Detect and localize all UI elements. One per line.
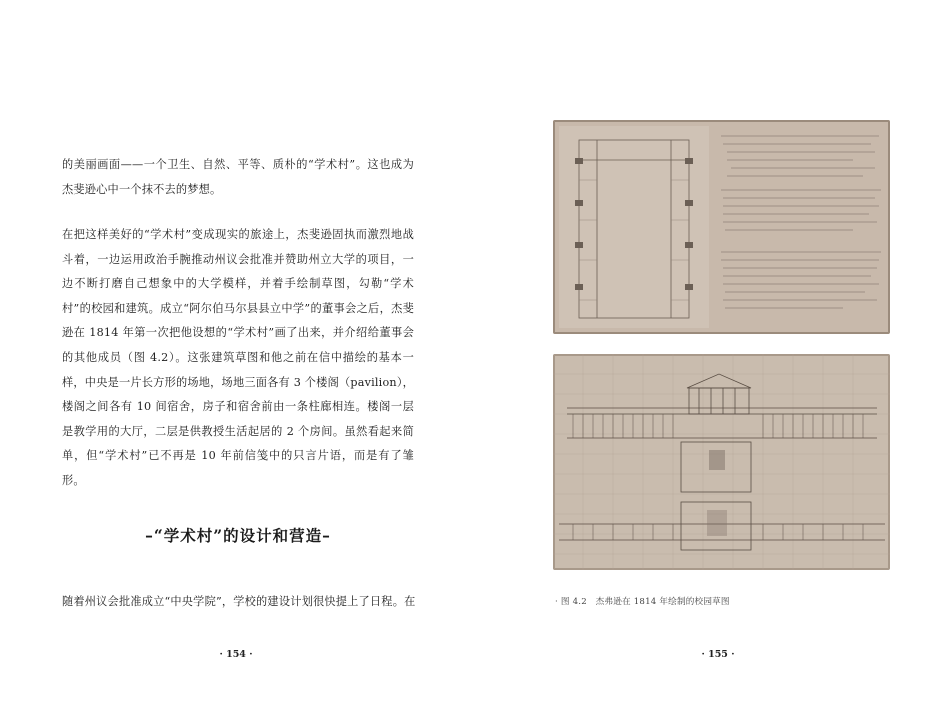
paragraph-1: 的美丽画面——一个卫生、自然、平等、质朴的“学术村”。这也成为杰斐逊心中一个抹不去的梦想。	[62, 158, 414, 196]
page-number-left: · 154 ·	[219, 649, 253, 660]
page-number-right: · 155 ·	[701, 649, 735, 660]
paragraph-3: 随着州议会批准成立“中央学院”，学校的建设计划很快提上了日程。在	[62, 595, 416, 608]
paragraph-2: 在把这样美好的“学术村”变成现实的旅途上，杰斐逊固执而激烈地战斗着，一边运用政治手腕推动州议会批准并赞助州立大学的项目，一边不断打磨自己想象中的大学模样，并着手绘制草图，勾勒“学术村”的校园和建筑。成立“阿尔伯马尔县县立中学”的董事会之后，杰斐逊在 1814 年第一次把他设想的“学术村”画了出来，并介绍给董事会的其他成员（图 4.2）。这张建筑草图和他之前在信中描绘的基本一样，中央是一片长方形的场地，场地三面各有 3 个楼阁（pavilion），楼阁之间各有 10 间宿舍，房子和宿舍前由一条柱廊相连。楼阁一层是教学用的大厅，二层是供教授生活起居的 2 个房间。虽然看起来简单，但“学术村”已不再是 10 年前信笺中的只言片语，而是有了雏形。	[62, 228, 414, 487]
campus-plan-drawing	[553, 120, 890, 334]
right-page	[475, 0, 950, 705]
figure-caption: · 图 4.2 杰弗逊在 1814 年绘制的校园草图	[555, 597, 730, 607]
pavilion-elevation-drawing	[553, 354, 890, 570]
section-heading: –“学术村”的设计和营造–	[145, 526, 331, 545]
